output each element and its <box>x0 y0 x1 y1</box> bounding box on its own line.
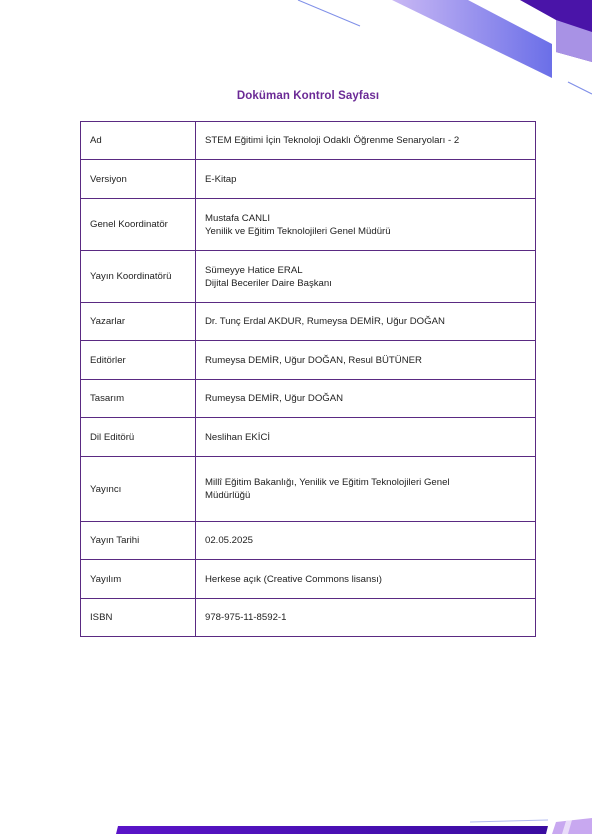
row-label: Yayın Tarihi <box>81 522 196 560</box>
table-row <box>81 457 536 522</box>
row-value-line: Dr. Tunç Erdal AKDUR, Rumeysa DEMİR, Uğur DOĞAN <box>205 316 445 327</box>
table-row <box>81 122 536 160</box>
row-value-line: Herkese açık (Creative Commons lisansı) <box>205 573 383 585</box>
table-row <box>81 522 536 560</box>
row-value <box>196 251 536 303</box>
row-value <box>196 122 536 160</box>
row-value <box>196 199 536 251</box>
row-label: Ad <box>81 122 196 160</box>
light-diagonal-stripe <box>392 0 552 78</box>
row-label: Dil Editörü <box>81 418 196 457</box>
row-value-line: Sümeyye Hatice ERAL <box>205 264 303 276</box>
bottom-lilac-block <box>552 818 592 834</box>
table-row <box>81 251 536 303</box>
row-value <box>196 303 536 341</box>
row-value <box>196 160 536 199</box>
row-value-line: Dijital Beceriler Daire Başkanı <box>205 277 332 289</box>
table-row <box>81 160 536 199</box>
bottom-thin-line <box>470 820 548 822</box>
table-row <box>81 418 536 457</box>
page-title: Doküman Kontrol Sayfası <box>236 90 380 102</box>
table-row <box>81 560 536 599</box>
row-label: Yayın Koordinatörü <box>81 251 196 303</box>
row-value-line: Rumeysa DEMİR, Uğur DOĞAN <box>205 393 344 404</box>
dark-diagonal-band <box>520 0 592 62</box>
row-value-line: Rumeysa DEMİR, Uğur DOĞAN, Resul BÜTÜNER <box>205 354 422 366</box>
row-value-line: Neslihan EKİCİ <box>205 431 271 443</box>
row-value <box>196 418 536 457</box>
row-value-line: 02.05.2025 <box>205 535 254 546</box>
row-value <box>196 341 536 380</box>
row-value-line: Müdürlüğü <box>205 490 251 501</box>
row-value <box>196 457 536 522</box>
row-label: Editörler <box>81 341 196 380</box>
row-value-line: STEM Eğitimi İçin Teknoloji Odaklı Öğrenme Senaryoları - 2 <box>205 135 460 146</box>
table-row <box>81 303 536 341</box>
table-row <box>81 199 536 251</box>
bottom-lilac-block-stripe <box>562 820 572 834</box>
row-value <box>196 560 536 599</box>
table-row <box>81 599 536 637</box>
row-value <box>196 522 536 560</box>
row-label: Tasarım <box>81 380 196 418</box>
table-row <box>81 341 536 380</box>
lilac-diagonal-band <box>556 20 592 62</box>
row-value-line: 978-975-11-8592-1 <box>205 612 287 623</box>
bottom-purple-bar <box>116 826 548 834</box>
row-value-line: Mustafa CANLI <box>205 212 271 224</box>
row-label: Yayıncı <box>81 457 196 522</box>
row-label: ISBN <box>81 599 196 637</box>
row-value <box>196 599 536 637</box>
table-row <box>81 380 536 418</box>
row-label: Genel Koordinatör <box>81 199 196 251</box>
thin-diagonal-line <box>298 0 360 26</box>
row-label: Yayılım <box>81 560 196 599</box>
row-label: Yazarlar <box>81 303 196 341</box>
row-value <box>196 380 536 418</box>
row-value-line: Millî Eğitim Bakanlığı, Yenilik ve Eğitim Teknolojileri Genel <box>205 477 450 488</box>
row-value-line: E-Kitap <box>205 173 237 185</box>
row-label: Versiyon <box>81 160 196 199</box>
row-value-line: Yenilik ve Eğitim Teknolojileri Genel Müdürü <box>205 225 391 237</box>
document-control-table <box>80 121 536 637</box>
